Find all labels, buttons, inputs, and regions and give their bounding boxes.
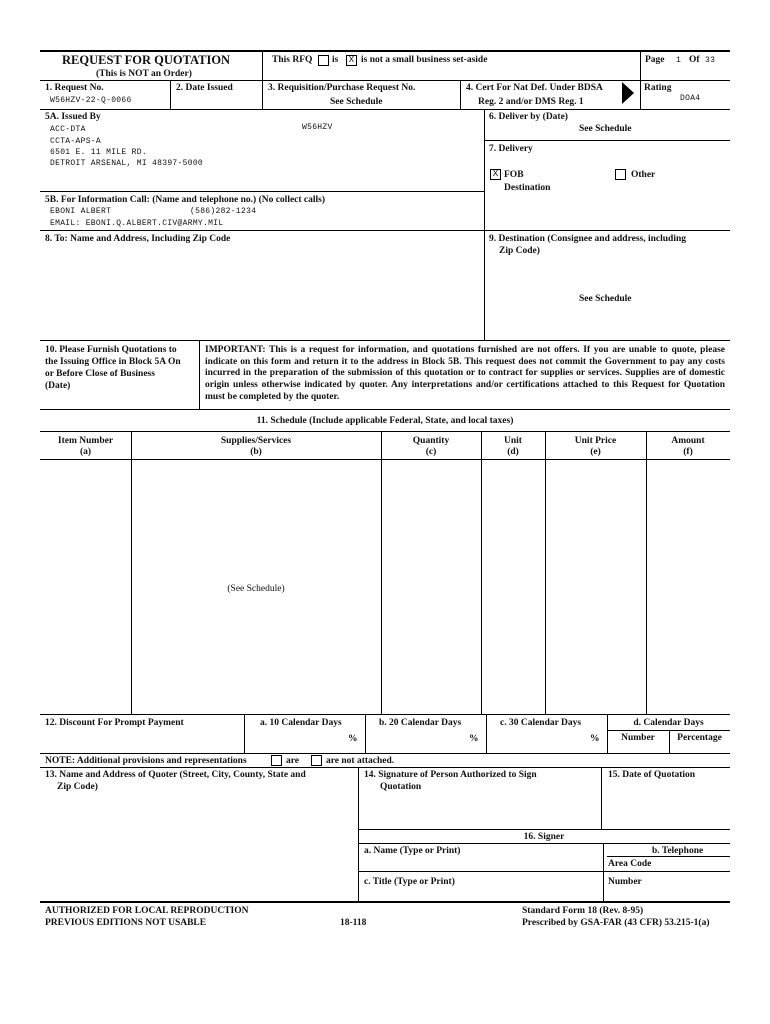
issued-by-line: CCTA-APS-A [50,137,102,146]
column-header-supplies: Supplies/Services [220,436,292,446]
not-set-aside-checkbox[interactable]: X [346,55,357,66]
issued-by-code: W56HZV [302,123,333,132]
note-text: NOTE: Additional provisions and representations [45,756,247,766]
rule-vertical [486,714,487,753]
rule [40,753,730,754]
column-code: (b) [250,447,262,457]
rule [40,340,730,341]
rule [40,714,730,715]
rule-vertical [545,431,546,714]
column-header-unit-price: Unit Price [574,436,617,446]
furnish-line: the Issuing Office in Block 5A On [45,357,181,367]
issued-by-line: DETROIT ARSENAL, MI 48397-5000 [50,159,204,168]
delivery-label: 7. Delivery [489,144,533,154]
rule-vertical [640,50,641,109]
rule-vertical [646,431,647,714]
quoter-address-label-2: Zip Code) [57,782,98,792]
percent-sign: % [469,734,479,744]
form-title: REQUEST FOR QUOTATION [62,53,231,67]
other-checkbox[interactable] [615,169,626,180]
info-call-label: 5B. For Information Call: (Name and telephone no.) (No collect calls) [45,195,326,205]
rule-vertical [460,80,461,109]
footer-editions: PREVIOUS EDITIONS NOT USABLE [45,918,207,928]
percent-sign: % [590,734,600,744]
page-total: 33 [705,56,716,65]
top-border [40,50,730,52]
signer-telephone-label: b. Telephone [652,846,704,856]
column-header-item-number: Item Number [57,436,114,446]
signer-title-label: c. Title (Type or Print) [364,877,455,887]
request-no-label: 1. Request No. [45,83,104,93]
info-phone: (586)282-1234 [190,207,257,216]
discount-10-days-label: a. 10 Calendar Days [260,718,342,728]
phone-number-label: Number [608,877,642,887]
footer-prescribed: Prescribed by GSA-FAR (43 CFR) 53.215-1(a) [522,918,710,928]
issued-by-line: 6501 E. 11 MILE RD. [50,148,147,157]
date-issued-label: 2. Date Issued [176,83,233,93]
requisition-label: 3. Requisition/Purchase Request No. [268,83,416,93]
column-code: (e) [590,447,601,457]
rule [358,843,730,844]
column-header-unit: Unit [504,436,522,446]
rule [40,431,730,432]
fob-label: FOB [504,170,524,180]
schedule-body-text: (See Schedule) [227,584,285,594]
is-set-aside-checkbox[interactable] [318,55,329,66]
furnish-line: 10. Please Furnish Quotations to [45,345,177,355]
quotation-date-label: 15. Date of Quotation [608,770,696,780]
column-code: (c) [425,447,437,457]
other-label: Other [631,170,656,180]
of-label: Of [689,55,700,65]
discount-percentage-label: Percentage [677,733,722,743]
arrow-right-icon [622,82,634,104]
rule-vertical [199,340,200,409]
rfq-label: This RFQ [272,55,313,65]
rule-vertical [244,714,245,753]
cert-label: 4. Cert For Nat Def. Under BDSA [466,83,603,93]
discount-20-days-label: b. 20 Calendar Days [379,718,462,728]
rule [40,409,730,410]
discount-calendar-days-label: d. Calendar Days [633,718,704,728]
info-name: EBONI ALBERT [50,207,112,216]
are-label: are [286,756,300,766]
schedule-title: 11. Schedule (Include applicable Federal, State, and local taxes) [256,416,514,426]
issued-by-label: 5A. Issued By [45,112,101,122]
column-header-amount: Amount [671,436,705,446]
rule-vertical [262,50,263,109]
column-code: (d) [507,447,519,457]
signer-label: 16. Signer [523,832,565,842]
destination-block-label: 9. Destination (Consignee and address, including [489,234,686,244]
issued-by-line: ACC-DTA [50,125,86,134]
furnish-line: or Before Close of Business [45,369,155,379]
destination-value[interactable]: See Schedule [579,294,632,304]
rule-vertical [381,431,382,714]
rule [40,191,484,192]
are-not-attached-checkbox[interactable] [311,755,322,766]
discount-number-label: Number [621,733,655,743]
deliver-by-value[interactable]: See Schedule [579,124,632,134]
requisition-value[interactable]: See Schedule [330,97,383,107]
signer-name-label: a. Name (Type or Print) [364,846,461,856]
footer-reproduction: AUTHORIZED FOR LOCAL REPRODUCTION [45,906,249,916]
column-code: (f) [683,447,693,457]
rule [40,767,730,768]
is-label: is [332,55,339,65]
form-subtitle: (This is NOT an Order) [96,69,192,79]
page-number: 1 [676,56,682,65]
deliver-by-label: 6. Deliver by (Date) [489,112,568,122]
rule-vertical [170,80,171,109]
furnish-line: (Date) [45,381,71,391]
page-label: Page [645,55,665,65]
rule [40,109,730,110]
rule [358,871,730,872]
rule-vertical [601,767,602,829]
rule [40,230,730,231]
footer-form-number: 18-118 [340,918,367,928]
percent-sign: % [348,734,358,744]
cert-label-2: Reg. 2 and/or DMS Reg. 1 [478,97,584,107]
rule-vertical [484,109,485,340]
are-not-label: are not attached. [326,756,395,766]
rule [40,80,730,81]
rating-value[interactable]: DOA4 [680,94,701,103]
rule [484,140,730,141]
quoter-address-label: 13. Name and Address of Quoter (Street, City, County, State and [45,770,306,780]
rule [40,459,730,460]
info-email: EMAIL: EBONI.Q.ALBERT.CIV@ARMY.MIL [50,219,224,228]
discount-30-days-label: c. 30 Calendar Days [500,718,582,728]
signature-label-2: Quotation [380,782,422,792]
discount-label: 12. Discount For Prompt Payment [45,718,184,728]
rule-vertical [603,843,604,901]
area-code-label: Area Code [608,859,652,869]
column-code: (a) [79,447,92,457]
column-header-quantity: Quantity [412,436,450,446]
rule [358,829,730,830]
request-no-value[interactable]: W56HZV-22-Q-0066 [50,96,132,105]
signature-label: 14. Signature of Person Authorized to Sign [364,770,537,780]
rating-label: Rating [644,83,672,93]
rule-vertical [365,714,366,753]
important-notice: IMPORTANT: This is a request for information, and quotations furnished are not offers. If you are unable to quote, please indicate on this form and return it to the address in Block 5B. This request does not commit the Government to pay any costs incurred in the preparation of the submission of this quotation or to contract for supplies or services. Supplies are of domestic origin unless otherwise indicated by quoter. Any interpretations and/or certifications attached to this Request for Quotation must be completed by the quoter. [205,345,725,402]
bottom-border [40,901,730,903]
destination-block-label-2: Zip Code) [499,246,540,256]
destination-label: Destination [504,183,551,193]
footer-standard-form: Standard Form 18 (Rev. 8-95) [522,906,644,916]
fob-checkbox[interactable]: X [490,169,501,180]
not-set-aside-label: is not a small business set-aside [361,55,488,65]
are-attached-checkbox[interactable] [271,755,282,766]
to-address-label: 8. To: Name and Address, Including Zip Code [45,234,231,244]
rule-vertical [481,431,482,714]
rule-vertical [131,431,132,714]
